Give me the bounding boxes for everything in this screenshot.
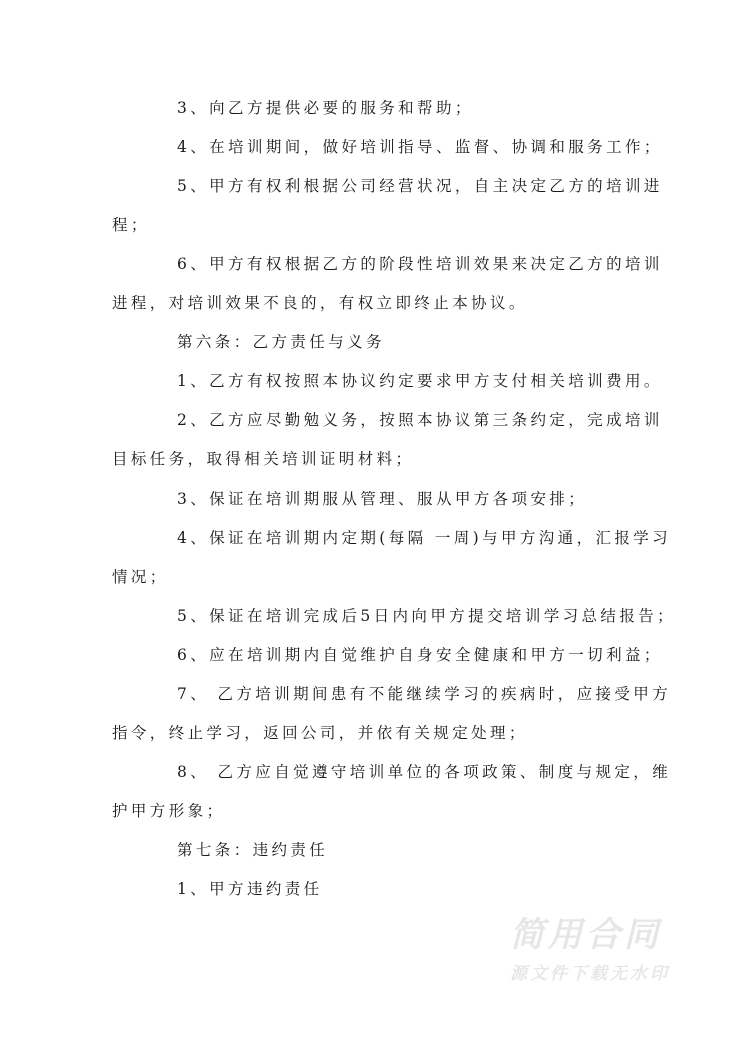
clause-line: 6、甲方有权根据乙方的阶段性培训效果来决定乙方的培训 [177, 255, 663, 273]
article-heading: 第七条：违约责任 [177, 841, 329, 859]
clause-line: 4、保证在培训期内定期(每隔 一周)与甲方沟通，汇报学习 [177, 529, 672, 547]
clause-line: 1、乙方有权按照本协议约定要求甲方支付相关培训费用。 [177, 372, 663, 390]
clause-line: 4、在培训期间，做好培训指导、监督、协调和服务工作； [177, 138, 663, 156]
clause-line: 3、向乙方提供必要的服务和帮助； [177, 99, 474, 117]
clause-line-continued: 程； [112, 216, 150, 234]
clause-line-continued: 情况； [112, 568, 169, 586]
clause-line: 3、保证在培训期服从管理、服从甲方各项安排； [177, 490, 588, 508]
clause-line: 8、 乙方应自觉遵守培训单位的各项政策、制度与规定，维 [177, 763, 672, 781]
watermark [510, 915, 710, 989]
clause-line: 5、保证在培训完成后5日内向甲方提交培训学习总结报告； [177, 607, 677, 625]
clause-line-continued: 护甲方形象； [112, 802, 226, 820]
clause-line: 7、 乙方培训期间患有不能继续学习的疾病时，应接受甲方 [177, 685, 672, 703]
watermark-subtitle: 源文件下载无水印 [510, 964, 670, 984]
clause-line: 1、甲方违约责任 [177, 880, 323, 898]
clause-line-continued: 进程，对培训效果不良的，有权立即终止本协议。 [112, 294, 528, 312]
clause-line: 5、甲方有权利根据公司经营状况，自主决定乙方的培训进 [177, 177, 663, 195]
watermark-title: 简用合同 [510, 915, 662, 955]
clause-line-continued: 目标任务，取得相关培训证明材料； [112, 450, 415, 468]
clause-line: 6、应在培训期内自觉维护自身安全健康和甲方一切利益； [177, 646, 663, 664]
clause-line: 2、乙方应尽勤勉义务，按照本协议第三条约定，完成培训 [177, 411, 663, 429]
article-heading: 第六条：乙方责任与义务 [177, 333, 385, 351]
clause-line-continued: 指令，终止学习，返回公司，并依有关规定处理； [112, 724, 528, 742]
